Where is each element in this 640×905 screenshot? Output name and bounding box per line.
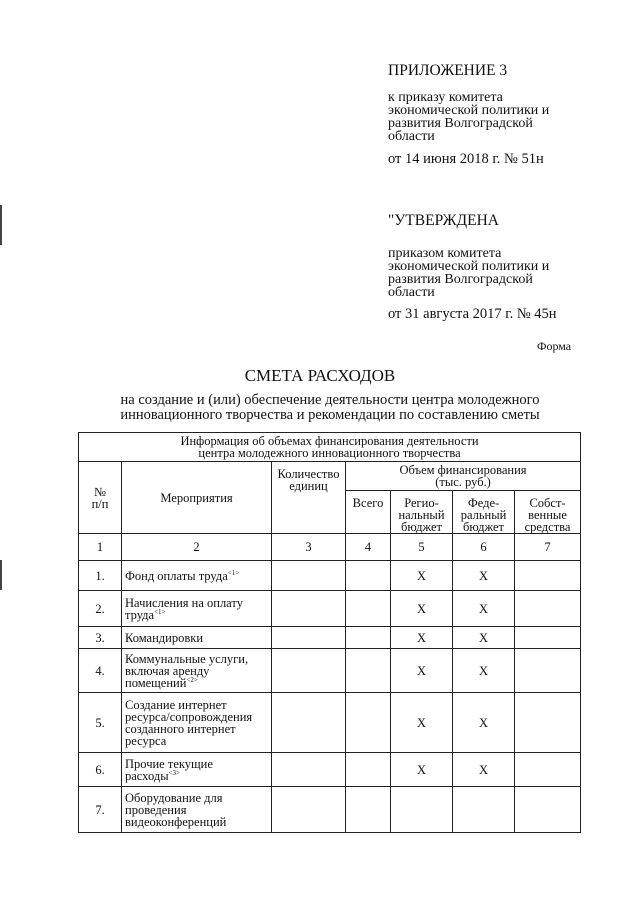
row-activity [122,627,272,649]
appendix-line: области [388,129,435,144]
column-number: 7 [515,534,581,561]
appendix-date: от 14 июня 2018 г. № 51н [388,151,544,167]
appendix-order-reference [388,91,608,143]
table-row [79,627,581,649]
row-activity [122,693,272,753]
table-caption-line: центра молодежного инновационного творчества [198,446,461,460]
row-number: 5. [79,693,122,753]
row-activity-text: ресурса [125,733,167,748]
row-activity-text: созданного интернет [125,721,236,736]
header-financing-line: (тыс. руб.) [435,475,491,489]
row-quantity [272,627,346,649]
header-federal-budget [453,491,515,534]
header-regional-line: нальный [398,508,445,522]
row-quantity [272,753,346,787]
row-activity-text: ресурса/сопровождения [125,709,253,724]
table-body [79,561,581,833]
document-title: СМЕТА РАСХОДОВ [244,366,396,385]
row-regional-budget: X [391,591,453,627]
row-regional-budget: X [391,649,453,693]
row-own-funds [515,649,581,693]
row-activity-text: Фонд оплаты труда [125,568,228,583]
row-total [346,693,391,753]
header-quantity [272,462,346,534]
row-total [346,627,391,649]
row-quantity [272,693,346,753]
footnote-reference: <2> [186,675,198,684]
row-regional-budget [391,787,453,833]
approval-line: приказом комитета [388,246,502,261]
table-row [79,591,581,627]
row-activity-text: Начисления на оплату [125,595,243,610]
header-financing-volume [346,462,581,491]
row-federal-budget: X [453,591,515,627]
column-number: 4 [346,534,391,561]
row-regional-budget: X [391,627,453,649]
approval-title: "УТВЕРЖДЕНА [388,212,499,229]
header-own-line: средства [524,520,571,534]
header-quantity-line: единиц [289,479,328,493]
header-num-line: п/п [91,496,109,511]
appendix-title: ПРИЛОЖЕНИЕ 3 [388,62,508,79]
row-activity-text: Оборудование для [125,790,223,805]
row-number: 6. [79,753,122,787]
header-num-line: № [94,484,106,499]
header-own-line: Собст- [529,496,566,510]
row-activity-line [125,632,268,644]
row-total [346,753,391,787]
row-total [346,561,391,591]
row-federal-budget: X [453,627,515,649]
appendix-line: экономической политики и [388,103,550,118]
header-activity: Мероприятия [122,462,272,534]
appendix-line: развития Волгоградской [388,116,533,131]
table-row [79,787,581,833]
row-activity-text: Создание интернет [125,697,227,712]
row-total [346,591,391,627]
column-number: 1 [79,534,122,561]
table-row [79,753,581,787]
row-activity-line [125,816,268,828]
footnote-reference: <3> [168,768,181,777]
table-row [79,693,581,753]
header-regional-budget [391,491,453,534]
row-number: 1. [79,561,122,591]
approval-line: экономической политики и [388,259,550,274]
row-activity-text: расходы [125,768,169,783]
header-federal-line: ральный [460,508,507,522]
approval-line: области [388,285,435,300]
row-activity-line [125,570,268,582]
row-federal-budget: X [453,561,515,591]
row-number: 3. [79,627,122,649]
appendix-line: к приказу комитета [388,90,503,105]
table-caption [79,433,581,462]
column-number: 6 [453,534,515,561]
row-regional-budget: X [391,561,453,591]
row-activity [122,591,272,627]
row-activity [122,561,272,591]
header-num [79,462,122,534]
row-activity [122,787,272,833]
row-regional-budget: X [391,753,453,787]
table-row [79,649,581,693]
row-activity [122,649,272,693]
row-activity-line [125,609,268,621]
row-number: 7. [79,787,122,833]
row-own-funds [515,753,581,787]
row-quantity [272,787,346,833]
row-number: 4. [79,649,122,693]
header-federal-line: Феде- [467,496,500,510]
row-activity-text: Коммунальные услуги, [125,651,249,666]
column-number: 3 [272,534,346,561]
row-activity-text: проведения [125,802,187,817]
header-own-funds [515,491,581,534]
row-activity-text: включая аренду [125,663,210,678]
row-federal-budget: X [453,649,515,693]
row-activity-line [125,770,268,782]
table-caption-line: Информация об объемах финансирования деятельности [180,434,479,448]
row-regional-budget: X [391,693,453,753]
approval-date: от 31 августа 2017 г. № 45н [388,306,557,322]
row-own-funds [515,627,581,649]
column-number: 2 [122,534,272,561]
approval-order-reference [388,247,608,299]
header-own-line: венные [528,508,567,522]
table-caption-row [79,433,581,462]
subtitle-line: на создание и (или) обеспечение деятельности центра молодежного [120,392,540,408]
row-activity-text: помещений [125,675,187,690]
header-regional-line: Регио- [404,496,439,510]
scan-edge-mark [0,560,2,590]
row-activity-text: Командировки [125,630,204,645]
document-subtitle [80,393,580,423]
row-activity-text: труда [125,607,155,622]
table-header-row [79,462,581,491]
row-quantity [272,591,346,627]
header-financing-line: Объем финансирования [399,463,527,477]
row-quantity [272,561,346,591]
row-total [346,787,391,833]
scan-edge-mark [0,205,2,245]
table-row [79,561,581,591]
row-own-funds [515,591,581,627]
row-federal-budget [453,787,515,833]
row-activity [122,753,272,787]
budget-table [78,432,581,833]
column-number: 5 [391,534,453,561]
row-activity-text: видеоконференций [125,814,227,829]
row-activity-text: Прочие текущие [125,756,213,771]
header-quantity-line: Количество [277,467,340,481]
subtitle-line: инновационного творчества и рекомендации по составлению сметы [120,407,540,423]
column-number-row [79,534,581,561]
header-federal-line: бюджет [463,520,504,534]
row-quantity [272,649,346,693]
header-regional-line: бюджет [401,520,442,534]
row-activity-line [125,677,268,689]
footnote-reference: <1> [154,607,166,616]
header-total: Всего [346,491,391,534]
row-own-funds [515,693,581,753]
row-number: 2. [79,591,122,627]
row-federal-budget: X [453,753,515,787]
row-total [346,649,391,693]
approval-line: развития Волгоградской [388,272,533,287]
form-label: Форма [537,339,572,353]
row-own-funds [515,561,581,591]
row-federal-budget: X [453,693,515,753]
footnote-reference: <1> [227,568,240,577]
row-activity-line [125,735,268,747]
row-own-funds [515,787,581,833]
